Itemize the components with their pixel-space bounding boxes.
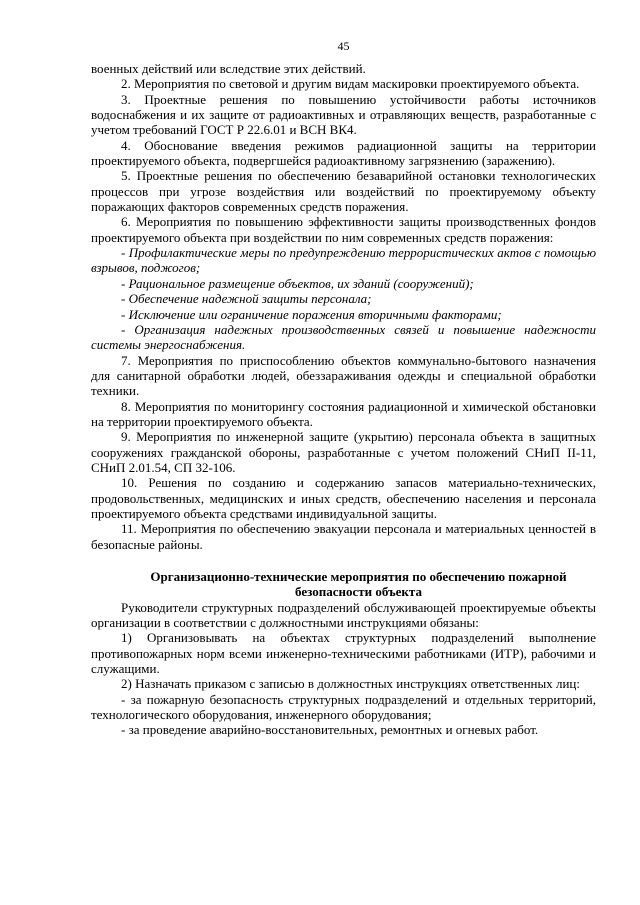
section-after-heading	[91, 600, 596, 738]
list-item: - Обеспечение надежной защиты персонала;	[121, 291, 372, 307]
paragraph: военных действий или вследствие этих действий.	[91, 61, 366, 76]
page-number: 45	[337, 39, 350, 53]
list-item: - Рациональное размещение объектов, их зданий (сооружений);	[121, 275, 474, 291]
paragraph: - за пожарную безопасность структурных подразделений и отдельных территорий, технологического оборудования, инженерного оборудования;	[91, 691, 596, 723]
section-before-heading	[91, 61, 596, 552]
paragraph: 6. Мероприятия по повышению эффективности защиты производственных фондов проектируемого объекта при воздействии по ним современных средств поражения:	[91, 214, 596, 245]
paragraph: 10. Решения по созданию и содержанию запасов материально-технических, продовольственных, медицинских и иных средств, обеспечению населения и персонала проектируемого объекта средствами индивидуальной защиты.	[91, 475, 596, 521]
paragraph: 7. Мероприятия по приспособлению объектов коммунально-бытового назначения для санитарной обработки людей, обеззараживания одежды и специальной обработки техники.	[91, 352, 596, 399]
paragraph: - за проведение аварийно-восстановительных, ремонтных и огневых работ.	[121, 722, 539, 738]
document-body	[91, 61, 596, 738]
paragraph: 8. Мероприятия по мониторингу состояния радиационной и химической обстановки на территории проектируемого объекта.	[91, 398, 596, 429]
section-heading: Организационно-технические мероприятия по обеспечению пожарной безопасности объекта	[150, 569, 567, 600]
paragraph: Руководители структурных подразделений обслуживающей проектируемые объекты организации в соответствии с должностными инструкциями обязаны:	[91, 599, 596, 631]
paragraph: 1) Организовывать на объектах структурных подразделений выполнение противопожарных норм всеми инженерно-техническими работниками (ИТР), рабочими и служащими.	[91, 630, 596, 677]
list-item: - Исключение или ограничение поражения вторичными факторами;	[121, 306, 502, 322]
list-item: - Организация надежных производственных связей и повышение надежности системы энергоснабжения.	[91, 321, 596, 353]
paragraph: 2. Мероприятия по световой и другим видам маскировки проектируемого объекта.	[121, 76, 580, 92]
paragraph: 2) Назначать приказом с записью в должностных инструкциях ответственных лиц:	[121, 676, 580, 692]
list-item: - Профилактические меры по предупреждению террористических актов с помощью взрывов, поджогов;	[91, 245, 596, 276]
paragraph: 9. Мероприятия по инженерной защите (укрытию) персонала объекта в защитных сооружениях гражданской обороны, разработанные с учетом положений СНиП II-11, СНиП 2.01.54, СП 32-106.	[91, 429, 596, 475]
paragraph: 5. Проектные решения по обеспечению безаварийной остановки технологических процессов при угрозе воздействия или воздействий по проектируемому объекту поражающих факторов современных средств поражения.	[91, 168, 596, 215]
paragraph: 4. Обоснование введения режимов радиационной защиты на территории проектируемого объекта, подвергшейся радиоактивному загрязнению (заражению).	[91, 137, 596, 169]
paragraph: 3. Проектные решения по повышению устойчивости работы источников водоснабжения и их защите от радиоактивных и отравляющих веществ, разработанные с учетом требований ГОСТ Р 22.6.01 и ВСН ВК4.	[91, 91, 596, 138]
paragraph: 11. Мероприятия по обеспечению эвакуации персонала и материальных ценностей в безопасные районы.	[91, 521, 596, 552]
